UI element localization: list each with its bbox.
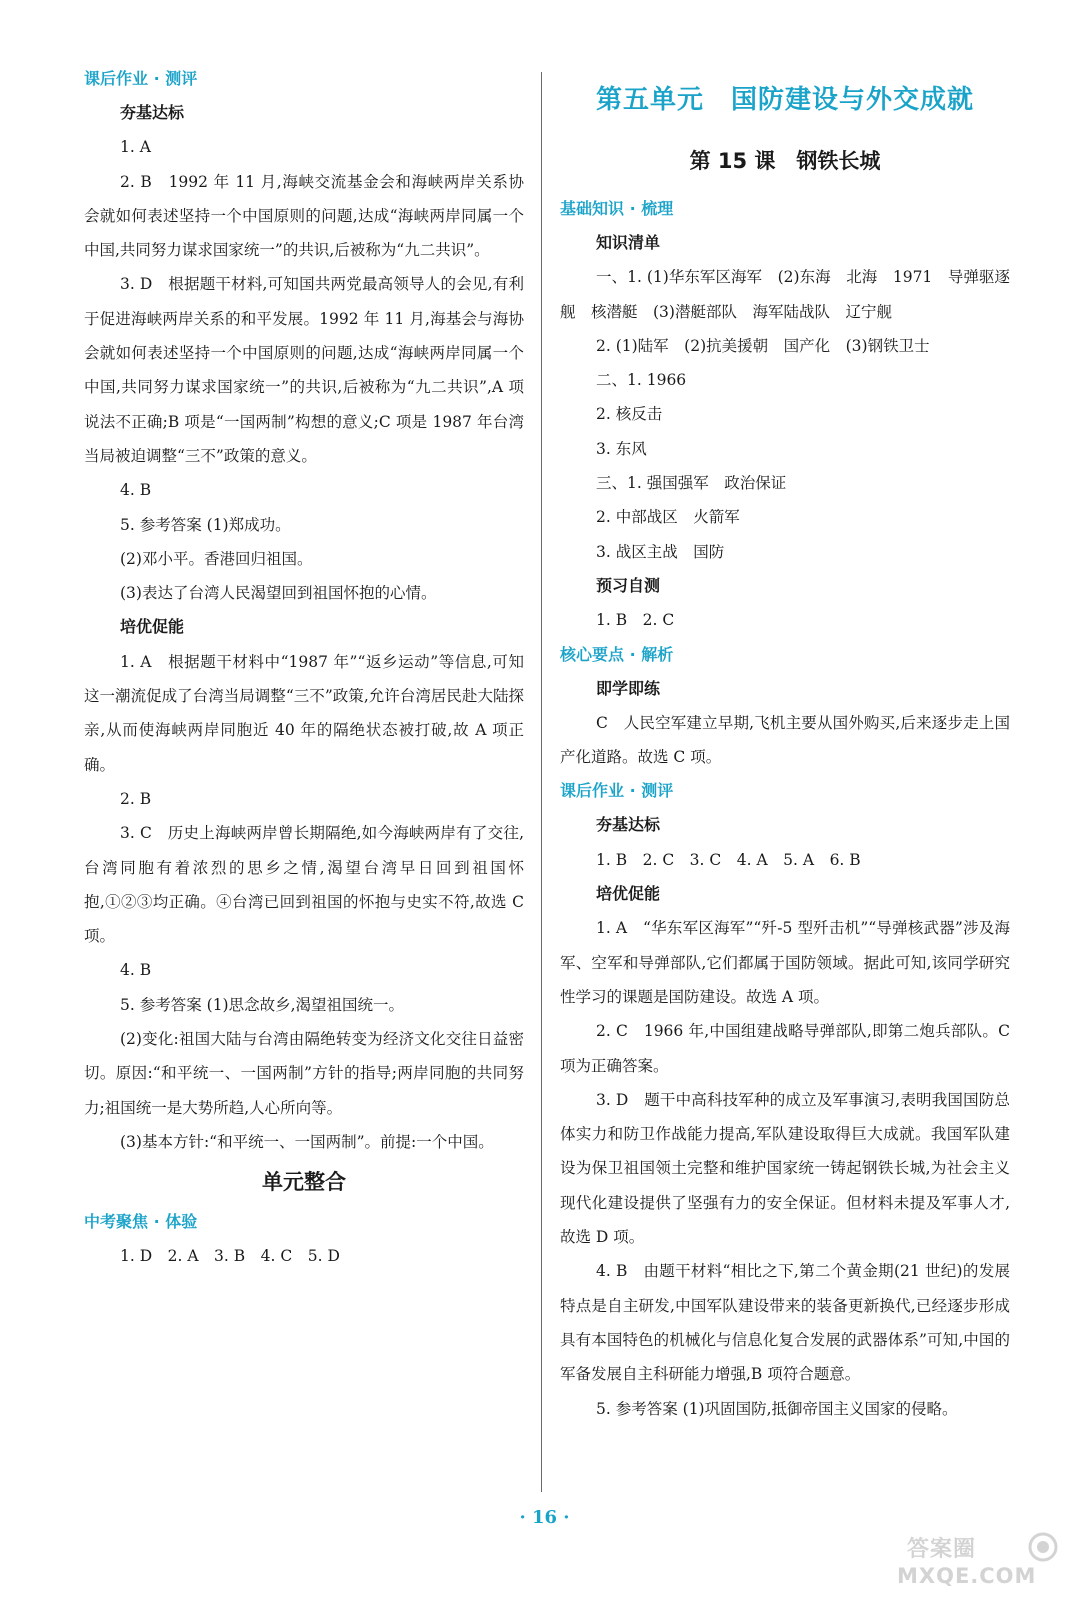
watermark (893, 1532, 1063, 1592)
answer-item: 2. B 1992 年 11 月,海峡交流基金会和海峡两岸关系协会就如何表述坚持一个中国原则的问题,达成“海峡两岸同属一个中国,共同努力谋求国家统一”的共识,后被称为“九二共识”。 (84, 172, 524, 260)
page-number: · 16 · (519, 1507, 570, 1528)
watermark-text: MXQE.COM (897, 1564, 1037, 1588)
answer-item: 1. B 2. C (596, 611, 675, 630)
section-heading-core: 核心要点 · 解析 (560, 644, 674, 664)
answer-item: 5. 参考答案 (1)巩固国防,抵御帝国主义国家的侵略。 (596, 1399, 958, 1418)
knowledge-item: 一、1. (1)华东军区海军 (2)东海 北海 1971 导弹驱逐舰 核潜艇 (3)潜艇部队 海军陆战队 辽宁舰 (560, 268, 1010, 321)
knowledge-item: 3. 战区主战 国防 (596, 542, 725, 561)
answer-item: 1. A 根据题干材料中“1987 年”“返乡运动”等信息,可知这一潮流促成了台湾当局调整“三不”政策,允许台湾居民赴大陆探亲,从而使海峡两岸同胞近 40 年的隔绝状态被打破,故 A 项正确。 (84, 652, 524, 774)
answer-item: 4. B (120, 481, 152, 500)
answer-item: 2. B (120, 789, 152, 808)
answer-item: 4. B 由题干材料“相比之下,第二个黄金期(21 世纪)的发展特点是自主研发,中国军队建设带来的装备更新换代,已经逐步形成具有本国特色的机械化与信息化复合发展的武器体系”可知,中国的军备发展自主科研能力增强,B 项符合题意。 (560, 1262, 1010, 1384)
right-column (560, 62, 1015, 1426)
subheading-basic: 夯基达标 (120, 103, 185, 122)
answer-item: 1. D 2. A 3. B 4. C 5. D (120, 1247, 340, 1266)
answer-item: 2. C 1966 年,中国组建战略导弹部队,即第二炮兵部队。C 项为正确答案。 (560, 1022, 1015, 1075)
subheading-advanced: 培优促能 (596, 884, 661, 904)
answer-item: (3)基本方针:“和平统一、一国两制”。前提:一个中国。 (120, 1132, 494, 1151)
answer-item: 5. 参考答案 (1)郑成功。 (120, 515, 291, 534)
section-heading-homework: 课后作业 · 测评 (84, 69, 198, 88)
watermark-logo-text: 答案圈 (907, 1537, 977, 1562)
watermark-logo-icon (893, 1532, 1063, 1562)
subheading-advanced: 培优促能 (120, 617, 185, 637)
chapter-title: 单元整合 (262, 1170, 346, 1195)
unit-title: 第五单元 国防建设与外交成就 (595, 85, 974, 115)
answer-item: 1. A “华东军区海军”“歼-5 型歼击机”“导弹核武器”涉及海军、空军和导弹部队,它们都属于国防领域。据此可知,该同学研究性学习的课题是国防建设。故选 A 项。 (560, 919, 1010, 1006)
section-heading-exam: 中考聚焦 · 体验 (84, 1212, 198, 1232)
answer-item: 1. A (120, 138, 151, 157)
knowledge-item: 三、1. 强国强军 政治保证 (596, 474, 787, 493)
knowledge-item: 2. 核反击 (596, 405, 663, 424)
answer-item: 3. D 题干中高科技军种的成立及军事演习,表明我国国防总体实力和防卫作战能力提高,军队建设取得巨大成就。我国军队建设为保卫祖国领土完整和维护国家统一铸起钢铁长城,为社会主义现代化建设提供了坚强有力的安全保证。但材料未提及军事人才,故选 D 项。 (560, 1090, 1010, 1247)
answer-item: 3. D 根据题干材料,可知国共两党最高领导人的会见,有利于促进海峡两岸关系的和平发展。1992 年 11 月,海基会与海协会就如何表述坚持一个中国原则的问题,达成“海峡两岸同属一个中国,共同努力谋求国家统一”的共识,后被称为“九二共识”,A 项说法不正确;B 项是“一国两制”构想的意义;C 项是 1987 年台湾当局被迫调整“三不”政策的意义。 (84, 275, 524, 465)
subheading-practice: 即学即练 (596, 678, 661, 698)
knowledge-item: 2. (1)陆军 (2)抗美援朝 国产化 (3)钢铁卫士 (596, 336, 930, 355)
answer-item: (3)表达了台湾人民渴望回到祖国怀抱的心情。 (120, 584, 437, 603)
answer-item: (2)变化:祖国大陆与台湾由隔绝转变为经济文化交往日益密切。原因:“和平统一、一国两制”方针的指导;两岸同胞的共同努力;祖国统一是大势所趋,人心所向等。 (84, 1030, 524, 1117)
subheading-preview-test: 预习自测 (596, 575, 661, 595)
answer-item: C 人民空军建立早期,飞机主要从国外购买,后来逐步走上国产化道路。故选 C 项。 (560, 713, 1010, 767)
knowledge-item: 3. 东风 (596, 439, 647, 458)
section-heading-homework: 课后作业 · 测评 (560, 781, 674, 801)
answer-item: 1. B 2. C 3. C 4. A 5. A 6. B (596, 850, 861, 869)
answer-item: 4. B (120, 961, 152, 980)
knowledge-item: 二、1. 1966 (596, 371, 687, 390)
column-divider (541, 72, 542, 1492)
subheading-basic: 夯基达标 (596, 815, 661, 835)
lesson-title: 第 15 课 钢铁长城 (689, 149, 881, 173)
section-heading-basics: 基础知识 · 梳理 (560, 199, 674, 218)
answer-item: 5. 参考答案 (1)思念故乡,渴望祖国统一。 (120, 995, 405, 1014)
answer-item: 3. C 历史上海峡两岸曾长期隔绝,如今海峡两岸有了交往,台湾同胞有着浓烈的思乡之情,渴望台湾早日回到祖国怀抱,①②③均正确。④台湾已回到祖国的怀抱与史实不符,故选 C 项。 (84, 824, 529, 946)
subheading-knowledge-list: 知识清单 (596, 233, 661, 252)
answer-item: (2)邓小平。香港回归祖国。 (120, 549, 313, 568)
knowledge-item: 2. 中部战区 火箭军 (596, 508, 740, 527)
left-column (84, 62, 529, 1274)
